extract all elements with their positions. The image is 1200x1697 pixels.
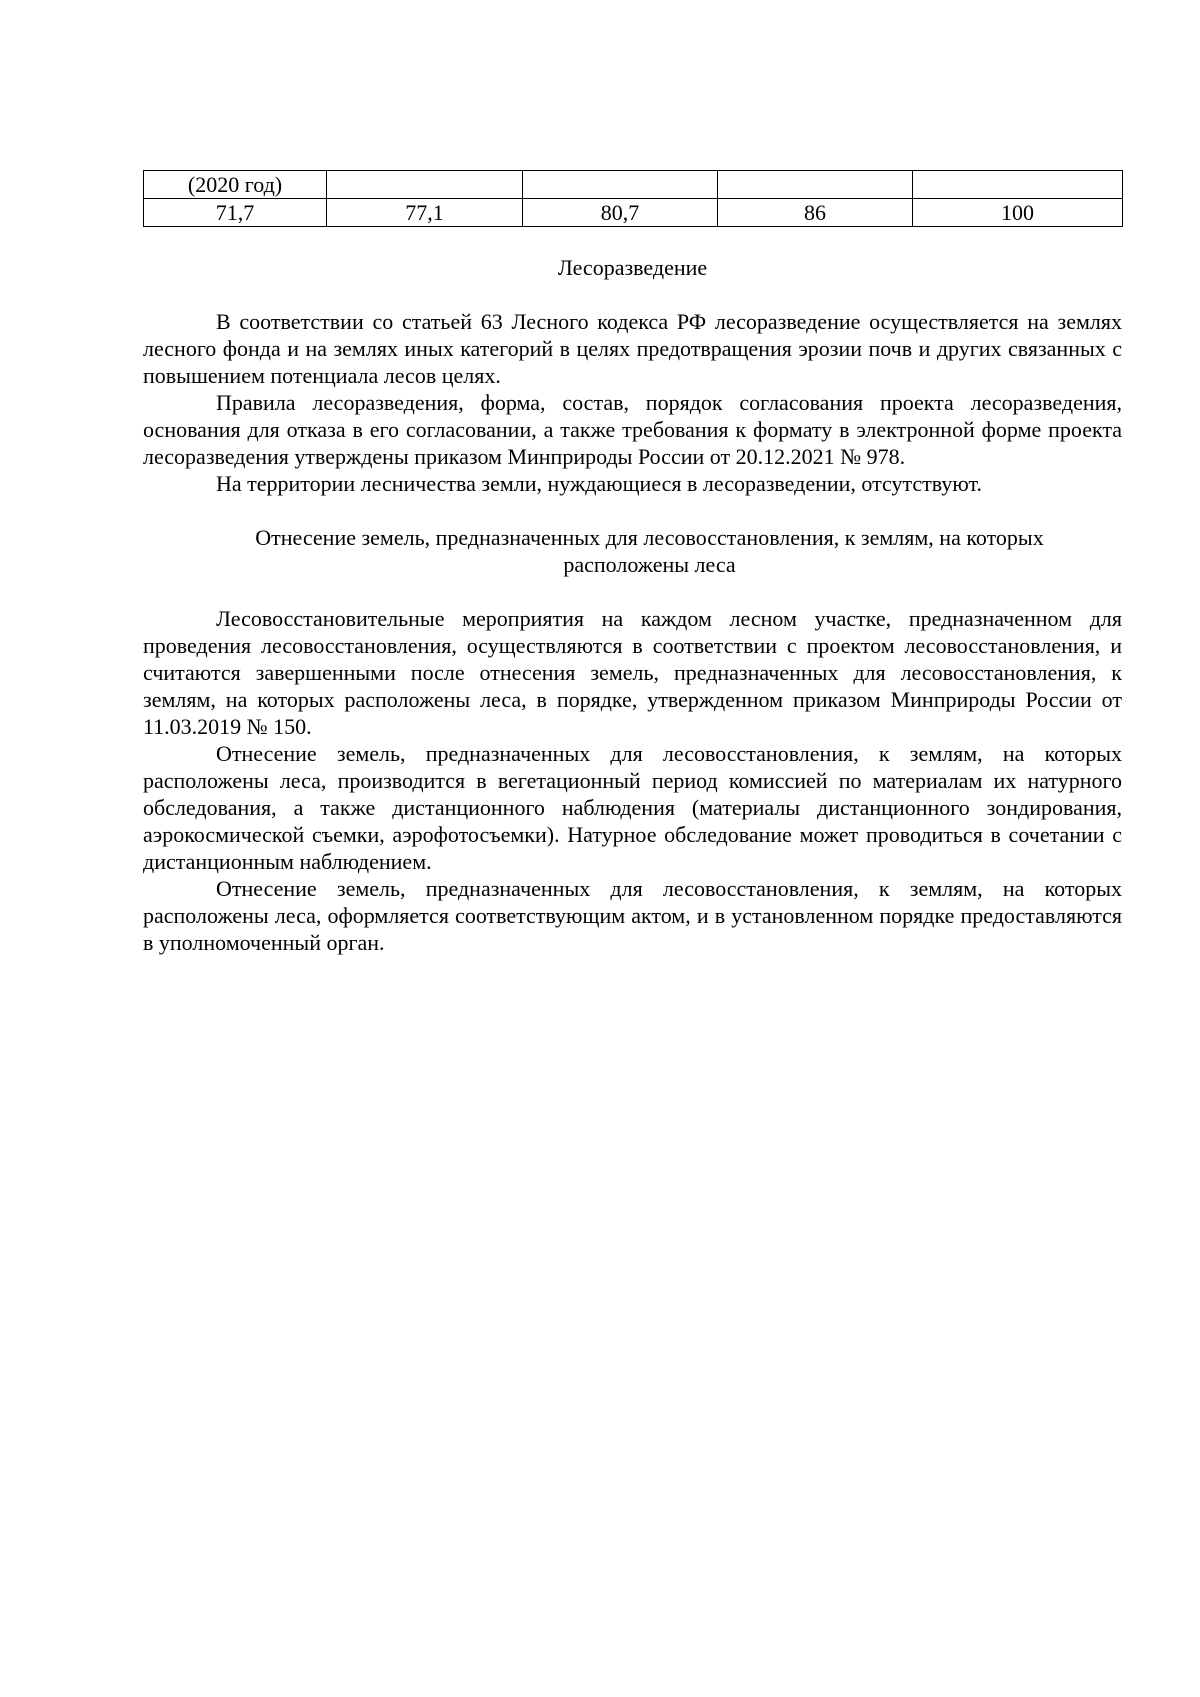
paragraph: Правила лесоразведения, форма, состав, порядок согласования проекта лесоразведения, основания для отказа в его согласовании, а также требования к формату в электронной форме проекта лесоразведения утверждены приказом Минприроды России от 20.12.2021 № 978. — [143, 390, 1122, 469]
paragraph: На территории лесничества земли, нуждающиеся в лесоразведении, отсутствуют. — [216, 471, 982, 496]
table-cell — [718, 171, 913, 199]
section-body — [143, 605, 1122, 956]
table-row — [144, 199, 1123, 227]
table-cell: 86 — [718, 199, 913, 227]
table-cell: 100 — [913, 199, 1123, 227]
section-heading: Лесоразведение — [557, 255, 708, 280]
table-cell: 80,7 — [523, 199, 718, 227]
section-heading: Отнесение земель, предназначенных для лесовосстановления, к землям, на которых расположены леса — [255, 525, 1044, 577]
table-row — [144, 171, 1123, 199]
paragraph: Лесовосстановительные мероприятия на каждом лесном участке, предназначенном для проведения лесовосстановления, осуществляются в соответствии с проектом лесовосстановления, и считаются завершенными после отнесения земель, предназначенных для лесовосстановления, к землям, на которых расположены леса, в порядке, утвержденном приказом Минприроды России от 11.03.2019 № 150. — [143, 606, 1122, 739]
table-cell: 71,7 — [144, 199, 327, 227]
paragraph: Отнесение земель, предназначенных для лесовосстановления, к землям, на которых расположены леса, производится в вегетационный период комиссией по материалам их натурного обследования, а также дистанционного наблюдения (материалы дистанционного зондирования, аэрокосмической съемки, аэрофотосъемки). Натурное обследование может проводиться в сочетании с дистанционным наблюдением. — [143, 741, 1122, 874]
table-cell — [523, 171, 718, 199]
continued-table — [143, 170, 1123, 227]
document-page — [143, 170, 1122, 956]
table-cell: 77,1 — [327, 199, 523, 227]
table-cell: (2020 год) — [144, 171, 327, 199]
section-body — [143, 308, 1122, 497]
table-cell — [913, 171, 1123, 199]
paragraph: В соответствии со статьей 63 Лесного кодекса РФ лесоразведение осуществляется на землях лесного фонда и на землях иных категорий в целях предотвращения эрозии почв и других связанных с повышением потенциала лесов целях. — [143, 309, 1122, 388]
table-cell — [327, 171, 523, 199]
paragraph: Отнесение земель, предназначенных для лесовосстановления, к землям, на которых расположены леса, оформляется соответствующим актом, и в установленном порядке предоставляются в уполномоченный орган. — [143, 876, 1122, 955]
